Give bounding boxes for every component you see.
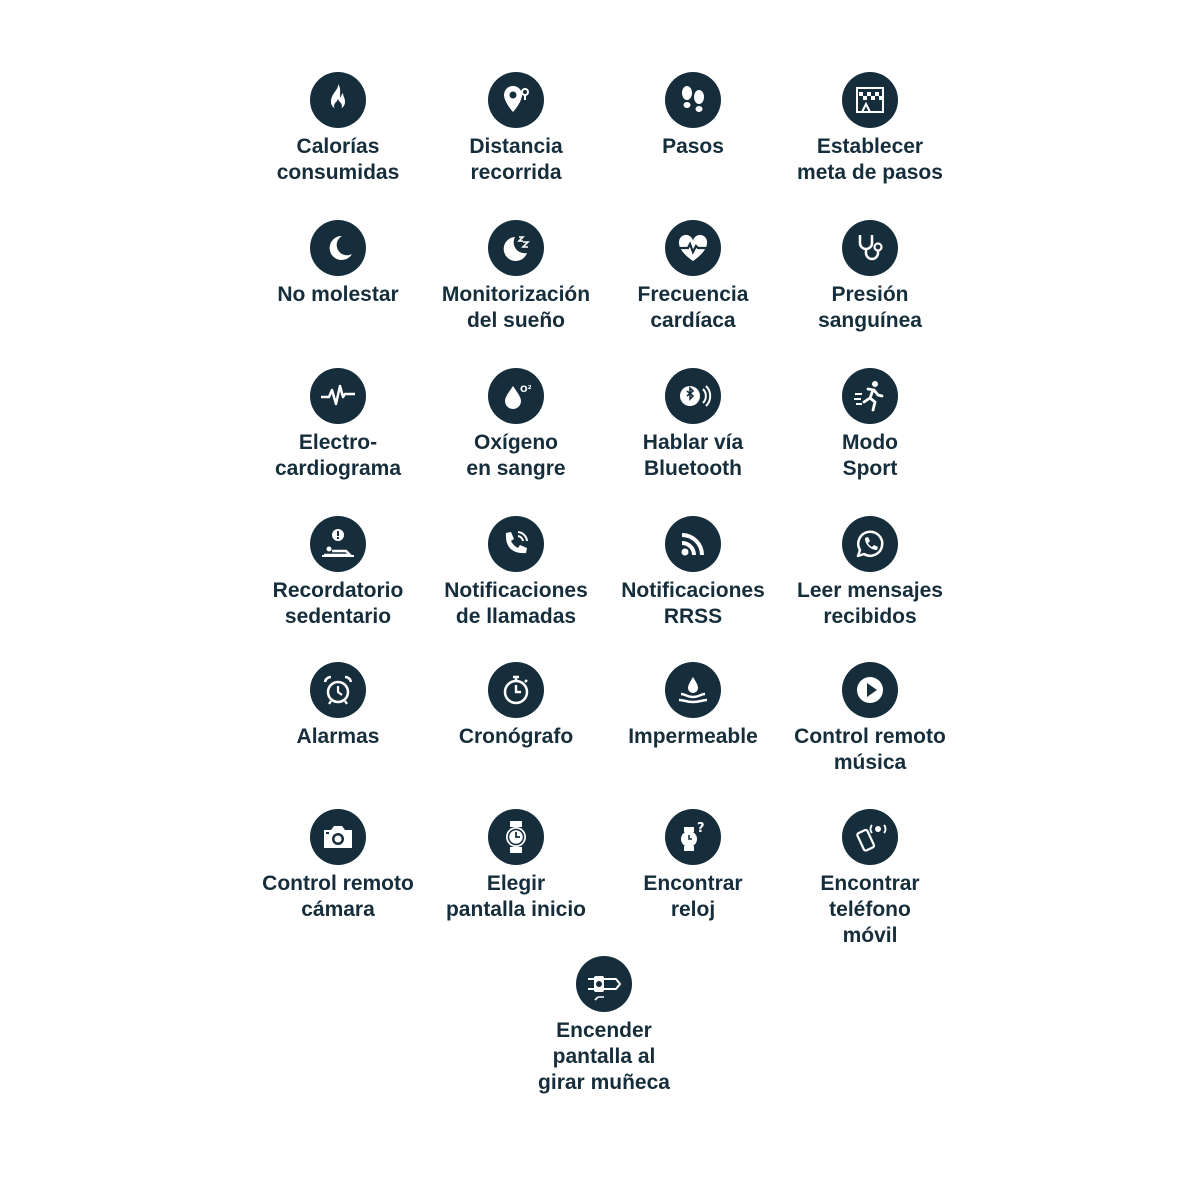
feature-label: Encontrar teléfono móvil: [820, 872, 920, 947]
feature-bluetooth-call: [598, 368, 788, 482]
feature-do-not-disturb: [243, 220, 433, 308]
feature-read-messages: [775, 516, 965, 630]
feature-label: Recordatorio sedentario: [272, 579, 404, 628]
wrist-watch-icon: [576, 956, 632, 1012]
feature-sport-mode: [775, 368, 965, 482]
find-watch-icon: [665, 809, 721, 865]
feature-steps: [598, 72, 788, 160]
play-button-icon: [842, 662, 898, 718]
phone-ringing-icon: [488, 516, 544, 572]
feature-label: Pasos: [662, 135, 724, 158]
feature-label: Alarmas: [296, 725, 380, 748]
feature-social-notifications: [598, 516, 788, 630]
feature-label: Frecuencia cardíaca: [637, 283, 749, 332]
feature-label: Oxígeno en sangre: [466, 431, 566, 480]
sleep-moon-icon: [488, 220, 544, 276]
feature-waterproof: [598, 662, 788, 750]
feature-blood-oxygen: [421, 368, 611, 482]
feature-label: Notificaciones de llamadas: [444, 579, 588, 628]
feature-sleep-monitoring: [421, 220, 611, 334]
ecg-wave-icon: [310, 368, 366, 424]
feature-label: Encontrar reloj: [643, 872, 743, 921]
feature-find-phone: [775, 809, 965, 949]
feature-label: Impermeable: [628, 725, 758, 748]
feature-label: Notificaciones RRSS: [621, 579, 765, 628]
feature-calories: [243, 72, 433, 186]
feature-call-notifications: [421, 516, 611, 630]
rss-feed-icon: [665, 516, 721, 572]
watch-face-icon: [488, 809, 544, 865]
footprints-icon: [665, 72, 721, 128]
feature-label: Cronógrafo: [458, 725, 574, 748]
oxygen-drop-icon: [488, 368, 544, 424]
feature-stopwatch: [421, 662, 611, 750]
feature-music-remote: [775, 662, 965, 776]
feature-label: Presión sanguínea: [818, 283, 922, 332]
feature-sedentary-reminder: [243, 516, 433, 630]
finish-line-icon: [842, 72, 898, 128]
moon-icon: [310, 220, 366, 276]
svg-text:?: ?: [697, 821, 705, 836]
map-pin-icon: [488, 72, 544, 128]
feature-label: Distancia recorrida: [469, 135, 563, 184]
feature-label: Elegir pantalla inicio: [445, 872, 587, 921]
feature-distance: [421, 72, 611, 186]
feature-label: Leer mensajes recibidos: [797, 579, 943, 628]
svg-text:O²: O²: [520, 385, 532, 395]
alarm-clock-icon: [310, 662, 366, 718]
feature-label: Establecer meta de pasos: [797, 135, 943, 184]
bluetooth-speaker-icon: [665, 368, 721, 424]
flame-icon: [310, 72, 366, 128]
feature-label: Control remoto música: [794, 725, 946, 774]
feature-heart-rate: [598, 220, 788, 334]
feature-label: Monitorización del sueño: [441, 283, 591, 332]
feature-label: Control remoto cámara: [262, 872, 414, 921]
feature-label: Calorías consumidas: [276, 135, 400, 184]
sedentary-alert-icon: [310, 516, 366, 572]
stopwatch-icon: [488, 662, 544, 718]
feature-label: Electro- cardiograma: [274, 431, 402, 480]
feature-alarms: [243, 662, 433, 750]
feature-label: Encender pantalla al girar muñeca: [538, 1019, 670, 1094]
feature-step-goal: [775, 72, 965, 186]
feature-home-screen: [421, 809, 611, 923]
stethoscope-icon: [842, 220, 898, 276]
camera-icon: [310, 809, 366, 865]
feature-label: No molestar: [277, 283, 399, 306]
find-phone-icon: [842, 809, 898, 865]
feature-label: Modo Sport: [842, 431, 898, 480]
feature-camera-remote: [243, 809, 433, 923]
whatsapp-icon: [842, 516, 898, 572]
feature-wrist-wake: [509, 956, 699, 1096]
feature-blood-pressure: [775, 220, 965, 334]
water-splash-icon: [665, 662, 721, 718]
heart-pulse-icon: [665, 220, 721, 276]
feature-find-watch: [598, 809, 788, 923]
runner-icon: [842, 368, 898, 424]
feature-ecg: [243, 368, 433, 482]
feature-label: Hablar vía Bluetooth: [642, 431, 744, 480]
